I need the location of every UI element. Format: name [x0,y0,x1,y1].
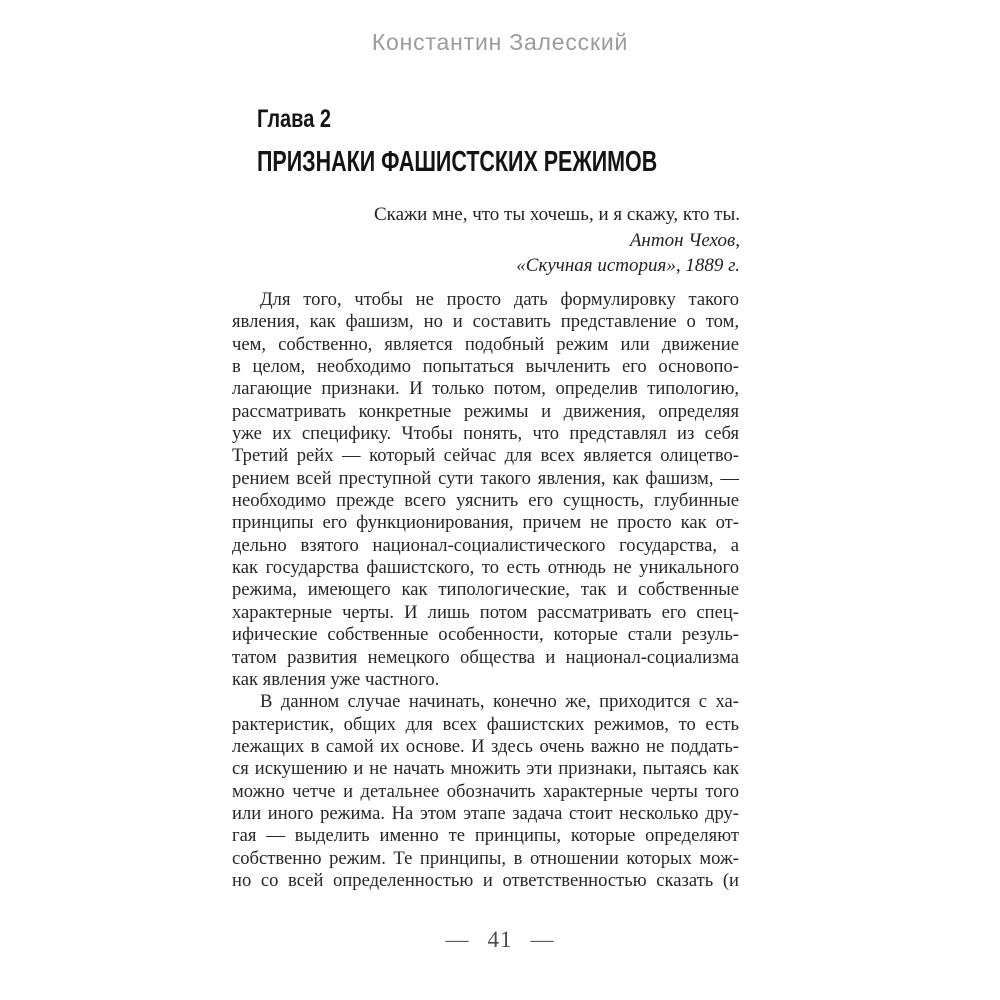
body-line: ся искушению и не начать множить эти признаки, пытаясь как [232,758,739,780]
body-line: режима, имеющего как типологические, так и собственные [232,579,739,601]
running-head-author: Константин Залесский [371,29,629,55]
chapter-title: ПРИЗНАКИ ФАШИСТСКИХ РЕЖИМОВ [257,146,658,178]
body-line: уже их специфику. Чтобы понять, что представлял из себя [232,423,739,445]
body-line: как государства фашистского, то есть отнюдь не уникального [232,557,739,579]
body-line: рением всей преступной сути такого явления, как фашизм, — [232,467,739,489]
body-line: рассматривать конкретные режимы и движения, определяя [232,400,739,422]
epigraph [232,202,740,279]
body-line: татом развития немецкого общества и национал-социализма [232,646,739,668]
body-line: чем, собственно, является подобный режим или движение [232,333,739,355]
body-line: в целом, необходимо попытаться вычленить его основопо- [232,356,739,378]
body-line: дельно взятого национал-социалистического государства, а [232,534,739,556]
body-line: гая — выделить именно те принципы, которые определяют [232,825,739,847]
body-line: В данном случае начинать, конечно же, приходится с ха- [260,691,739,713]
page-number [0,927,1000,953]
page-number-left-dash: — [445,927,470,952]
body-line: Третий рейх — который сейчас для всех является олицетво- [232,445,739,467]
body-line: собственно режим. Те принципы, в отношении которых мож- [232,847,739,869]
body-line: рактеристик, общих для всех фашистских режимов, то есть [232,713,739,735]
epigraph-quote: Скажи мне, что ты хочешь, и я скажу, кто ты. [373,204,740,225]
body-line: необходимо прежде всего уяснить его сущность, глубинные [232,490,739,512]
body-line: или иного режима. На этом этапе задача стоит несколько дру- [232,802,739,824]
page-number-value: 41 [487,927,513,952]
body-line: как явления уже частного. [232,668,440,690]
body-line: принципы его функционирования, причем не просто как от- [232,512,739,534]
body-line: ифические собственные особенности, которые стали резуль- [232,624,739,646]
body-line: лагающие признаки. И только потом, определив типологию, [232,378,739,400]
chapter-label: Глава 2 [257,105,332,133]
body-line: но со всей определенностью и ответственностью сказать (и [232,869,739,891]
body-text [232,289,739,892]
epigraph-attribution: Антон Чехов, [629,229,740,251]
epigraph-source: «Скучная история», 1889 г. [516,255,740,276]
body-line: характерные черты. И лишь потом рассматривать его спец- [232,601,739,623]
body-line: лежащих в самой их основе. И здесь очень важно не поддать- [232,735,739,757]
page-number-right-dash: — [530,927,555,952]
body-line: Для того, чтобы не просто дать формулировку такого [260,289,739,310]
body-line: явления, как фашизм, но и составить представление о том, [232,311,739,333]
body-line: можно четче и детальнее обозначить характерные черты того [232,780,739,802]
